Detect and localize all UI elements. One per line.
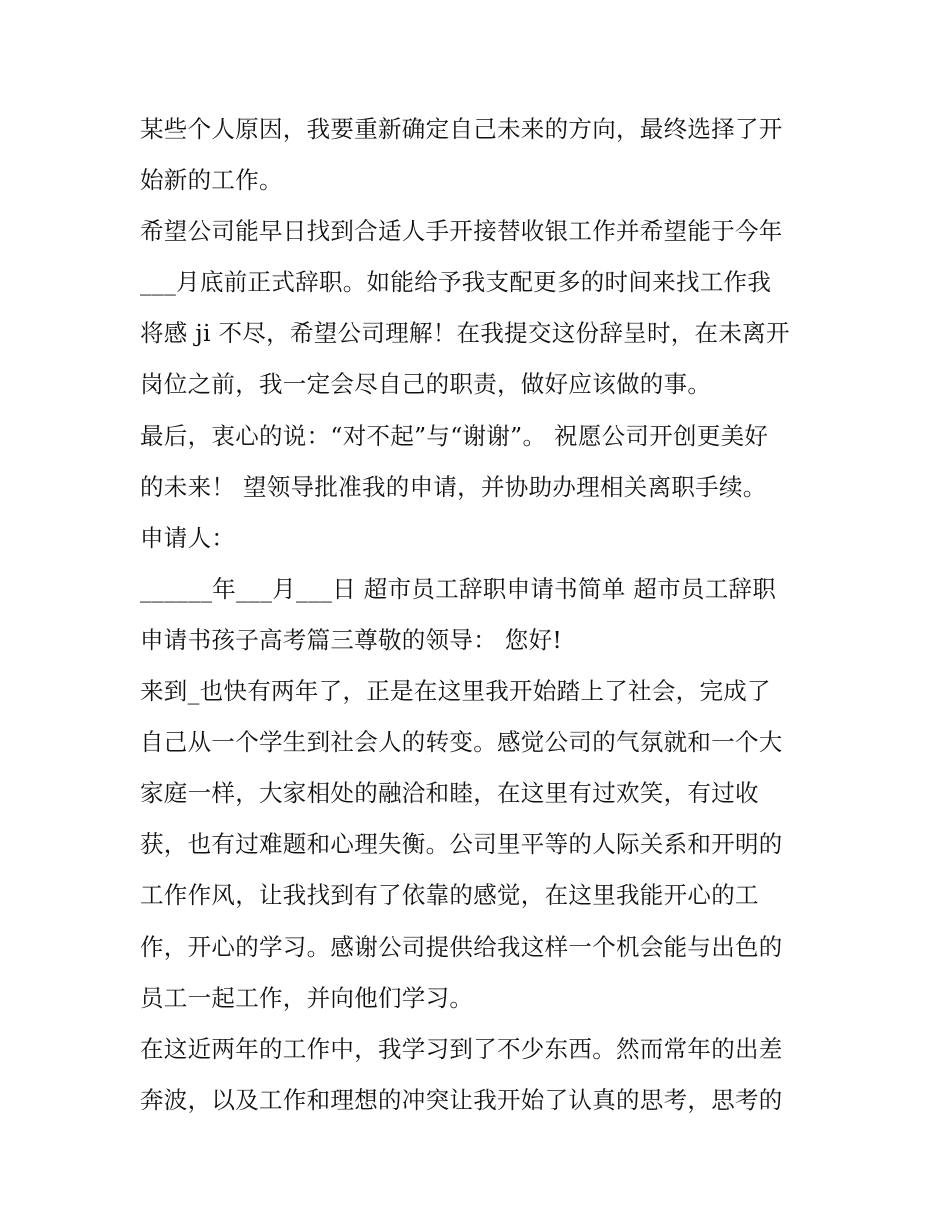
applicant-label: 申请人：	[140, 523, 236, 552]
text-line: 家庭一样，大家相处的融洽和睦，在这里有过欢笑，有过收	[140, 779, 759, 808]
text-line: 自己从一个学生到社会人的转变。感觉公司的气氛就和一个大	[140, 728, 783, 757]
text-line: 奔波，以及工作和理想的冲突让我开始了认真的思考，思考的	[140, 1085, 783, 1114]
date-line: ______年___月___日 超市员工辞职申请书简单 超市员工辞职	[140, 574, 777, 603]
text-line: ___月底前正式辞职。如能给予我支配更多的时间来找工作我	[140, 268, 772, 297]
text-line: 希望公司能早日找到合适人手开接替收银工作并希望能于今年	[140, 217, 783, 246]
text-line: 始新的工作。	[140, 166, 283, 195]
text-line: 在这近两年的工作中，我学习到了不少东西。然而常年的出差	[140, 1034, 783, 1063]
text-line: 工作作风，让我找到有了依靠的感觉，在这里我能开心的工	[140, 881, 759, 910]
text-line: 岗位之前，我一定会尽自己的职责，做好应该做的事。	[140, 370, 712, 399]
text-line: 获，也有过难题和心理失衡。公司里平等的人际关系和开明的	[140, 830, 783, 859]
text-line: 来到_也快有两年了，正是在这里我开始踏上了社会，完成了	[140, 677, 771, 706]
text-line: 作，开心的学习。感谢公司提供给我这样一个机会能与出色的	[140, 932, 783, 961]
text-line: 将感 ji 不尽，希望公司理解！在我提交这份辞呈时，在未离开	[140, 319, 790, 348]
text-line: 的未来！ 望领导批准我的申请，并协助办理相关离职手续。	[140, 472, 767, 501]
text-line: 申请书孩子高考篇三尊敬的领导： 您好!	[140, 625, 563, 654]
text-line: 最后，衷心的说：“对不起”与“谢谢”。 祝愿公司开创更美好	[140, 421, 769, 450]
document-body	[140, 104, 820, 1126]
text-line: 员工一起工作，并向他们学习。	[140, 983, 474, 1012]
text-line: 某些个人原因，我要重新确定自己未来的方向，最终选择了开	[140, 115, 783, 143]
